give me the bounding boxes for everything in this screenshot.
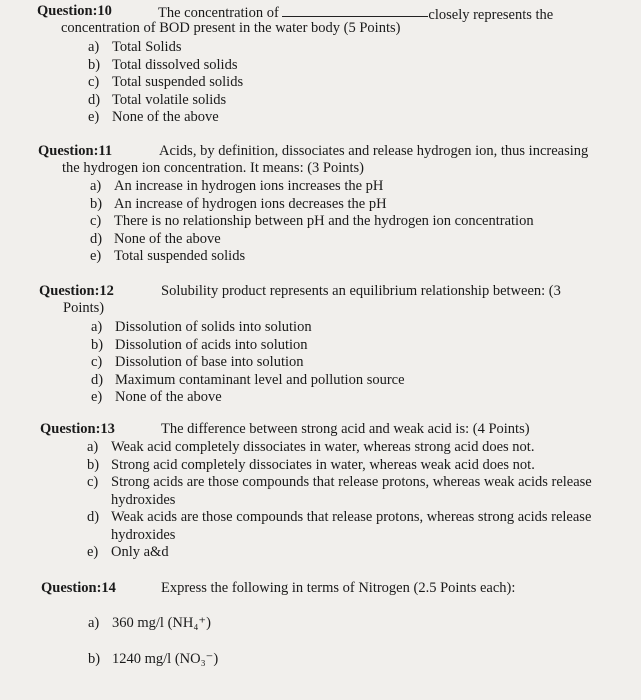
option-letter: b) xyxy=(90,195,103,212)
option-letter: b) xyxy=(91,336,104,353)
option-text: Dissolution of acids into solution xyxy=(115,336,308,353)
option-c xyxy=(91,354,629,372)
option-text: 360 mg/l (NH₄⁺) xyxy=(112,615,211,631)
question-text-before: The concentration of xyxy=(158,5,279,21)
question-14-option-b xyxy=(88,651,218,669)
option-a xyxy=(87,439,612,457)
option-text: Total Solids xyxy=(112,39,182,55)
question-13-header xyxy=(40,421,630,438)
option-text: Total suspended solids xyxy=(114,248,246,264)
option-letter: d) xyxy=(91,371,104,388)
option-letter: e) xyxy=(87,544,99,560)
option-letter: e) xyxy=(90,248,102,264)
option-d xyxy=(91,372,629,390)
question-text-continued: Points) xyxy=(63,300,105,316)
option-letter: a) xyxy=(90,178,102,194)
option-text: None of the above xyxy=(115,389,222,405)
option-text: Only a&d xyxy=(111,544,169,560)
question-text xyxy=(158,3,553,22)
question-14-option-a xyxy=(88,615,211,633)
option-b xyxy=(90,196,633,214)
fill-in-blank xyxy=(282,3,428,17)
option-letter: a) xyxy=(91,319,103,335)
option-letter: d) xyxy=(87,509,100,525)
question-13 xyxy=(40,421,630,562)
question-label: Question:13 xyxy=(40,421,115,437)
options-list xyxy=(90,178,633,266)
question-label: Question:11 xyxy=(38,143,113,159)
option-d xyxy=(87,509,612,544)
option-letter: d) xyxy=(88,91,101,108)
option-text: Total dissolved solids xyxy=(112,56,238,73)
option-text: Dissolution of solids into solution xyxy=(115,319,312,335)
question-12 xyxy=(39,283,629,407)
option-e xyxy=(91,389,629,407)
option-text: Total volatile solids xyxy=(112,91,227,108)
options-list xyxy=(91,319,629,407)
option-text: There is no relationship between pH and the hydrogen ion concentration xyxy=(114,213,534,229)
question-text: Express the following in terms of Nitrogen (2.5 Points each): xyxy=(161,580,516,596)
question-label: Question:10 xyxy=(37,3,112,19)
option-letter: b) xyxy=(87,456,100,473)
question-text-continued: concentration of BOD present in the water body (5 Points) xyxy=(61,20,401,36)
option-e xyxy=(87,544,612,562)
option-letter: a) xyxy=(88,615,100,631)
option-a xyxy=(91,319,629,337)
option-text: None of the above xyxy=(112,109,219,125)
option-text: None of the above xyxy=(114,230,221,247)
option-letter: b) xyxy=(88,56,101,73)
option-letter: a) xyxy=(87,439,99,455)
option-letter: c) xyxy=(88,74,100,90)
question-11 xyxy=(38,143,633,266)
option-letter: b) xyxy=(88,651,101,667)
option-text: An increase in hydrogen ions increases the pH xyxy=(114,178,384,194)
option-letter: c) xyxy=(90,213,102,229)
question-text: Solubility product represents an equilibrium relationship between: (3 xyxy=(161,283,561,299)
option-c xyxy=(88,74,627,92)
question-14 xyxy=(41,580,631,597)
question-label: Question:12 xyxy=(39,283,114,299)
option-text: Weak acids are those compounds that release protons, whereas strong acids release hydroxides xyxy=(111,509,592,543)
option-text: Total suspended solids xyxy=(112,74,244,90)
option-e xyxy=(88,109,627,127)
question-text: The difference between strong acid and weak acid is: (4 Points) xyxy=(161,421,530,437)
option-letter: a) xyxy=(88,39,100,55)
option-text: Maximum contaminant level and pollution source xyxy=(115,371,405,388)
question-10 xyxy=(37,3,627,127)
option-letter: c) xyxy=(87,474,99,490)
option-letter: c) xyxy=(91,354,103,370)
option-text: An increase of hydrogen ions decreases the pH xyxy=(114,195,387,212)
option-text: Strong acids are those compounds that release protons, whereas weak acids release hydroxides xyxy=(111,474,592,508)
option-a xyxy=(90,178,633,196)
option-text: Weak acid completely dissociates in water, whereas strong acid does not. xyxy=(111,439,535,455)
question-text: Acids, by definition, dissociates and release hydrogen ion, thus increasing xyxy=(159,143,589,159)
option-d xyxy=(88,92,627,110)
option-letter: e) xyxy=(91,389,103,405)
options-list xyxy=(88,39,627,127)
option-b xyxy=(87,457,612,475)
question-12-header xyxy=(39,283,629,300)
options-list xyxy=(87,439,612,562)
option-c xyxy=(90,213,633,231)
option-text: Strong acid completely dissociates in water, whereas weak acid does not. xyxy=(111,456,535,473)
option-text: 1240 mg/l (NO₃⁻) xyxy=(112,651,219,667)
question-11-header xyxy=(38,143,633,160)
option-d xyxy=(90,231,633,249)
option-e xyxy=(90,248,633,266)
option-letter: d) xyxy=(90,230,103,247)
question-text-continued: the hydrogen ion concentration. It means: (3 Points) xyxy=(62,160,365,176)
option-c xyxy=(87,474,612,509)
question-label: Question:14 xyxy=(41,580,116,596)
option-b xyxy=(91,337,629,355)
option-b xyxy=(88,57,627,75)
question-10-header xyxy=(37,3,627,23)
option-text: Dissolution of base into solution xyxy=(115,354,304,370)
option-letter: e) xyxy=(88,109,100,125)
option-a xyxy=(88,39,627,57)
question-text-after: closely represents the xyxy=(428,7,554,23)
question-14-header xyxy=(41,580,631,597)
